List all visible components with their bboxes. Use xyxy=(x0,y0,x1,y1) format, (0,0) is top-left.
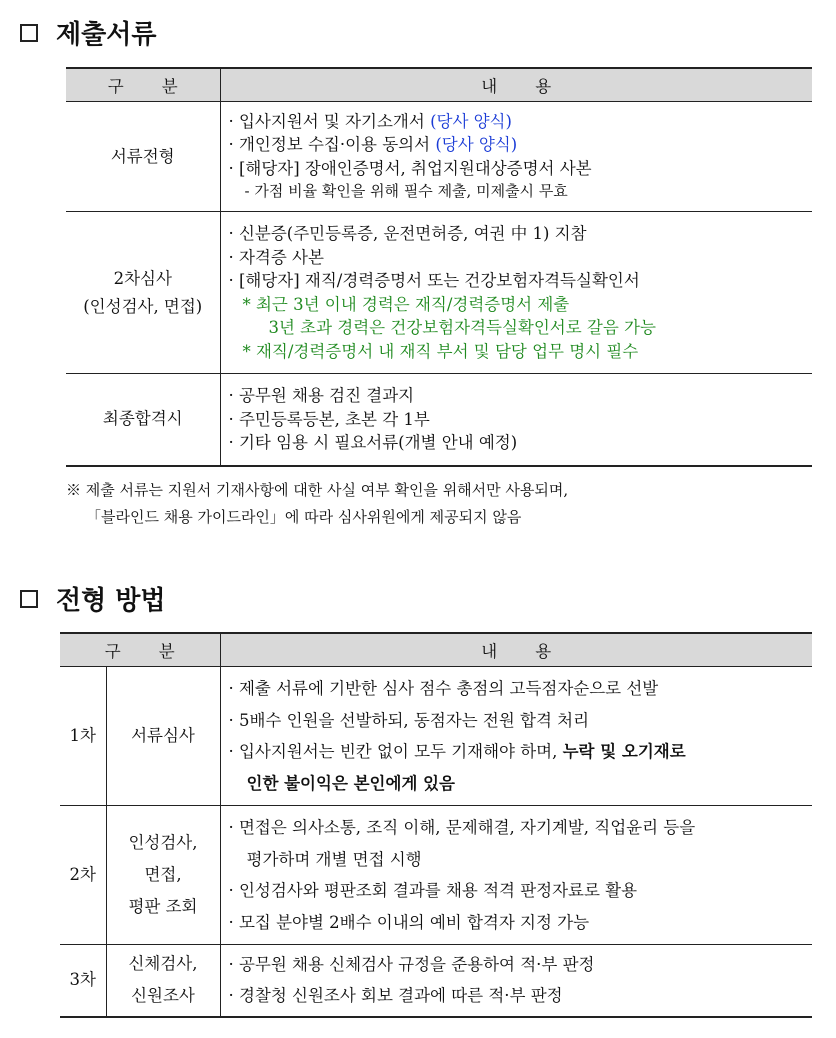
row-label: 2차심사 (인성검사, 면접) xyxy=(66,212,220,374)
table-row xyxy=(66,374,812,466)
documents-note: ※ 제출 서류는 지원서 기재사항에 대한 사실 여부 확인을 위해서만 사용되며, 「블라인드 채용 가이드라인」에 따라 심사위원에게 제공되지 않음 xyxy=(66,481,569,526)
row-label: 신체검사, 신원조사 xyxy=(106,945,220,1017)
table-row xyxy=(60,806,812,945)
stage-label: 3차 xyxy=(60,945,106,1017)
table-row xyxy=(60,667,812,806)
header-category: 구분 xyxy=(66,68,220,102)
documents-table xyxy=(66,67,812,467)
row-content: · 입사지원서 및 자기소개서 (당사 양식) · 개인정보 수집·이용 동의서 (당사 양식) · [해당자] 장애인증명서, 취업지원대상증명서 사본 - 가점 비율 확인을 위해 필수 제출, 미제출시 무효 xyxy=(228,111,592,200)
table-header xyxy=(66,68,812,102)
section-title-text: 전형 방법 xyxy=(56,586,166,616)
table-header xyxy=(60,633,812,667)
row-content: · 공무원 채용 검진 결과지 · 주민등록등본, 초본 각 1부 · 기타 임용 시 필요서류(개별 안내 예정) xyxy=(220,374,812,466)
row-label: 서류심사 xyxy=(106,667,220,806)
row-content: · 공무원 채용 신체검사 규정을 준용하여 적·부 판정 · 경찰청 신원조사 회보 결과에 따른 적·부 판정 xyxy=(220,945,812,1017)
row-content: · 면접은 의사소통, 조직 이해, 문제해결, 자기계발, 직업윤리 등을 평가하며 개별 면접 시행 · 인성검사와 평판조회 결과를 채용 적격 판정자료로 활용 · 모집 분야별 2배수 이내의 예비 합격자 지정 가능 xyxy=(220,806,812,945)
checkbox-icon xyxy=(20,590,38,608)
row-content: · 신분증(주민등록증, 운전면허증, 여권 中 1) 지참 · 자격증 사본 · [해당자] 재직/경력증명서 또는 건강보험자격득실확인서 * 최근 3년 이내 경력은 재직/경력증명서 제출 3년 초과 경력은 건강보험자격득실확인서로 갈음 가능 * 재직/경력증명서 내 재직 부서 및 담당 업무 명시 필수 xyxy=(220,212,812,374)
row-label: 인성검사, 면접, 평판 조회 xyxy=(106,806,220,945)
section-title-documents xyxy=(20,14,156,51)
table-row xyxy=(66,212,812,374)
row-content: · 제출 서류에 기반한 심사 점수 총점의 고득점자순으로 선발 · 5배수 인원을 선발하되, 동점자는 전원 합격 처리 · 입사지원서는 빈칸 없이 모두 기재해야 하며, 누락 및 오기재로 인한 불이익은 본인에게 있음 xyxy=(228,679,686,793)
table-row xyxy=(66,102,812,212)
header-content: 내용 xyxy=(220,68,812,102)
row-label: 최종합격시 xyxy=(66,374,220,466)
stage-label: 2차 xyxy=(60,806,106,945)
header-category: 구분 xyxy=(60,633,220,667)
row-label: 서류전형 xyxy=(66,102,220,212)
stage-label: 1차 xyxy=(60,667,106,806)
section-title-text: 제출서류 xyxy=(56,20,157,50)
checkbox-icon xyxy=(20,24,38,42)
section-title-method xyxy=(20,580,166,617)
table-row xyxy=(60,945,812,1017)
method-table xyxy=(60,632,812,1018)
header-content: 내용 xyxy=(220,633,812,667)
